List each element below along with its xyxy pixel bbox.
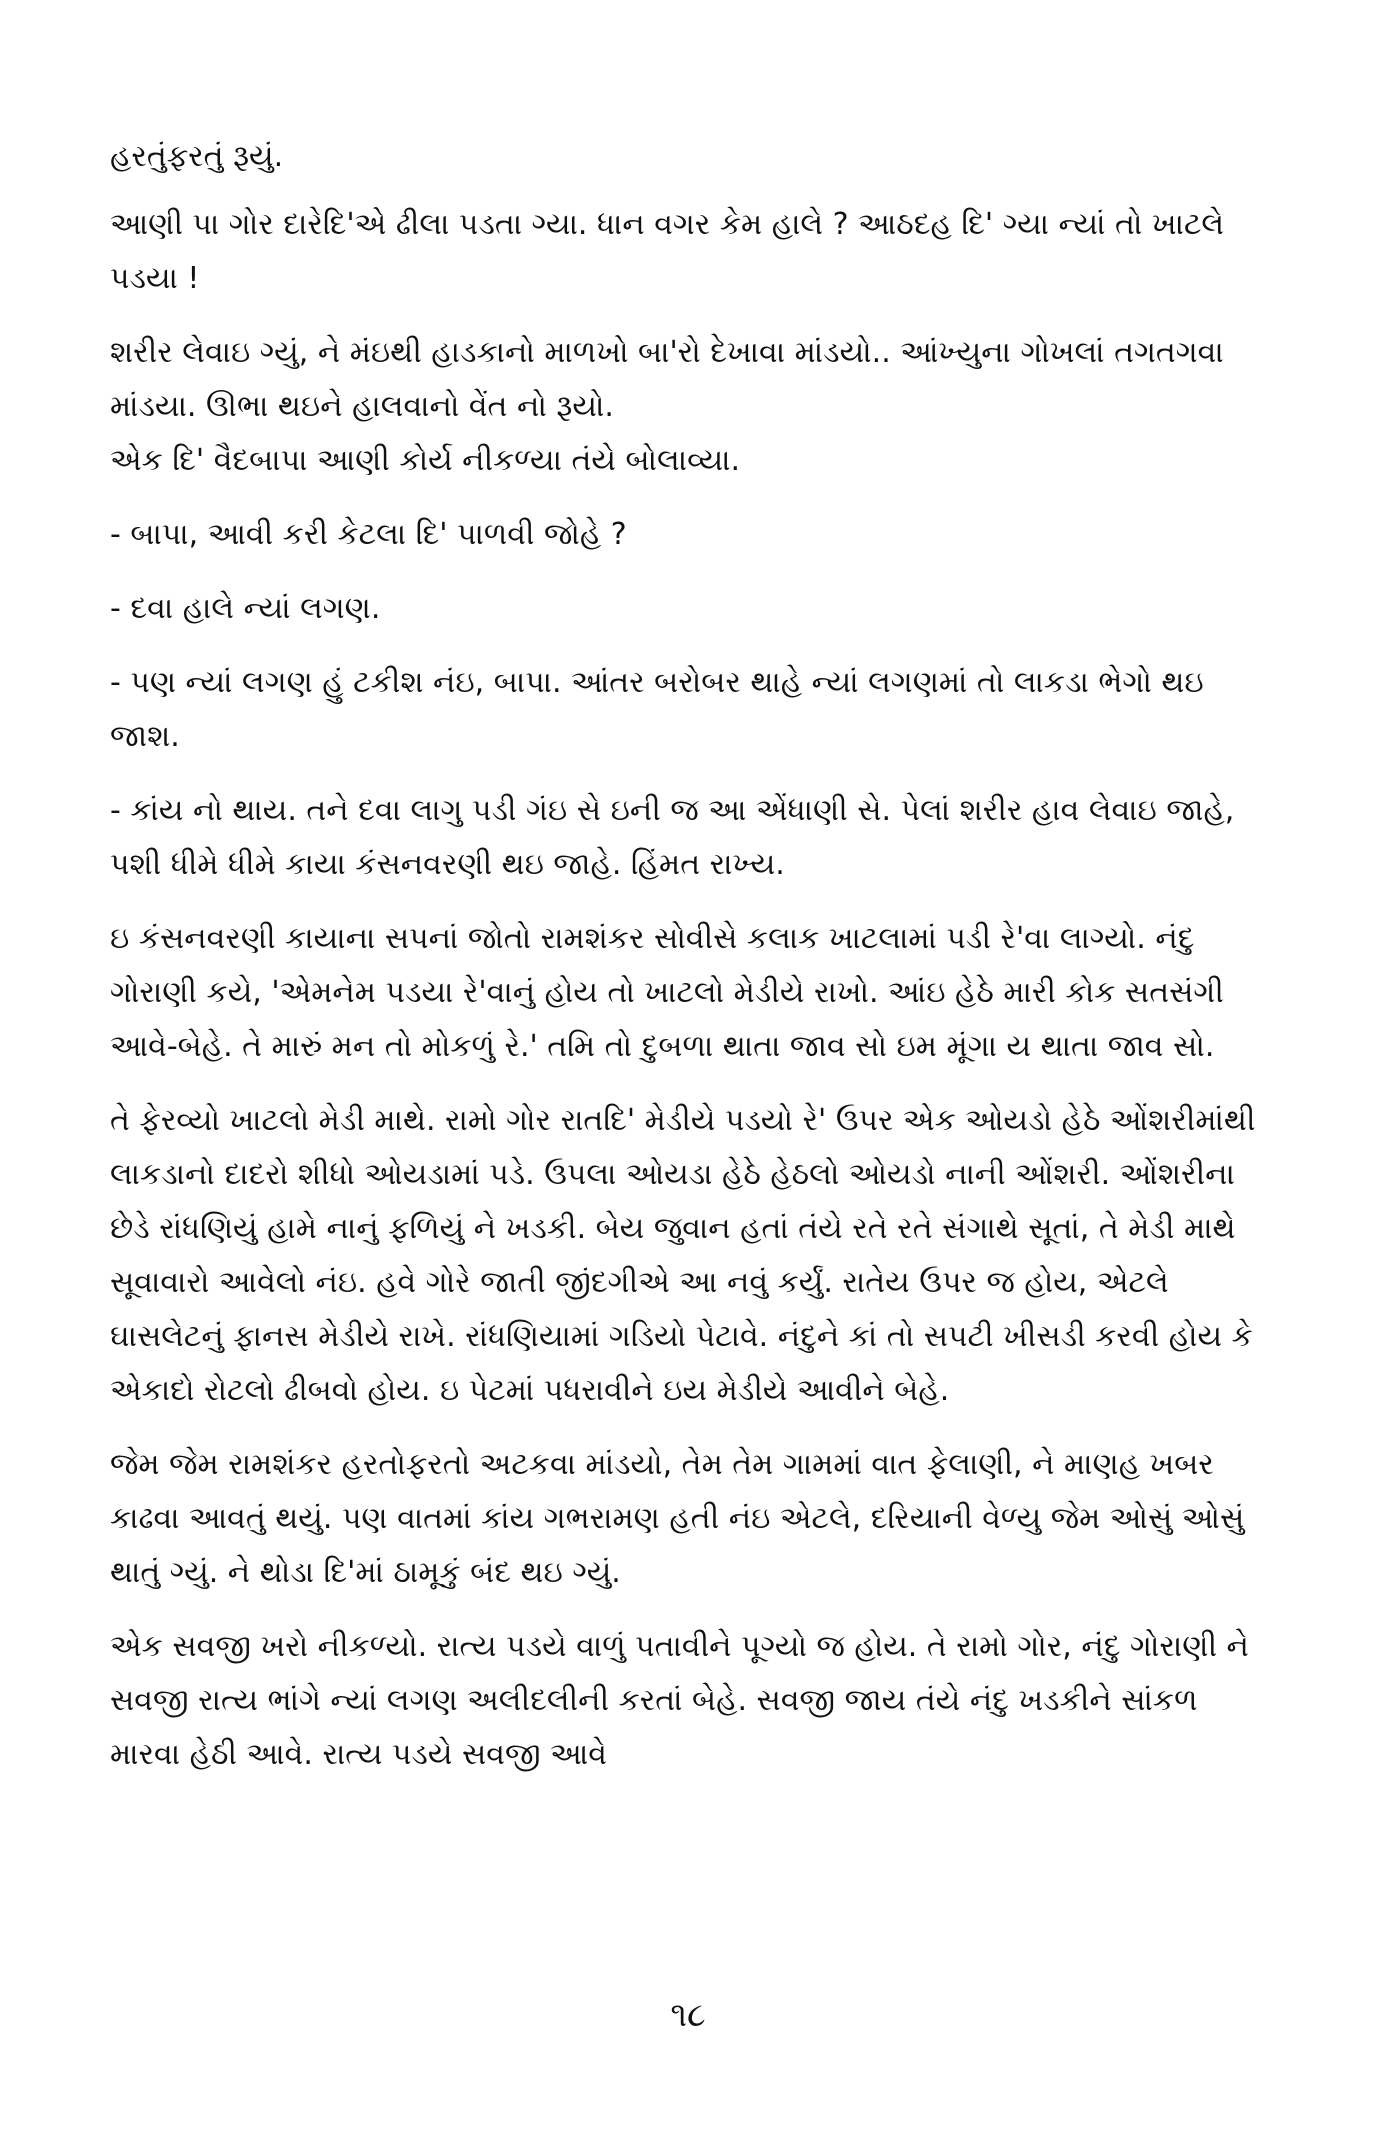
paragraph-2: આણી પા ગોર દારેદિ'એ ઢીલા પડતા ગ્યા. ધાન વગર કેમ હાલે ? આઠદહ દિ' ગ્યા ન્યાં તો ખાટલે પડયા ! xyxy=(110,207,1234,296)
body-text xyxy=(110,130,1265,1802)
paragraph-8: ઇ કંસનવરણી કાયાના સપનાં જોતો રામશંકર સોવીસે કલાક ખાટલામાં પડી રે'વા લાગ્યો. નંદુ ગોરાણી કયે, 'એમનેમ પડયા રે'વાનું હોય તો ખાટલો મેડીયે રાખો. આંઇ હેઠે મારી કોક સતસંગી આવે-બેહે. તે મારું મન તો મોકળું રે.' તમિ તો દુબળા થાતા જાવ સો ઇમ મૂંગા ય થાતા જાવ સો. xyxy=(110,921,1234,1064)
paragraph-11: એક સવજી ખરો નીકળ્યો. રાત્ય પડયે વાળું પતાવીને પૂગ્યો જ હોય. તે રામો ગોર, નંદુ ગોરાણી ને સવજી રાત્ય ભાંગે ન્યાં લગણ અલીદલીની કરતાં બેહે. સવજી જાય તંયે નંદુ ખડકીને સાંકળ મારવા હેઠી આવે. રાત્ય પડયે સવજી આવે xyxy=(110,1629,1259,1772)
paragraph-4: - બાપા, આવી કરી કેટલા દિ' પાળવી જોહે ? xyxy=(110,517,627,552)
paragraph-6: - પણ ન્યાં લગણ હું ટકીશ નંઇ, બાપા. આંતર બરોબર થાહે ન્યાં લગણમાં તો લાકડા ભેગો થઇ જાશ. xyxy=(110,665,1214,754)
paragraph-3: શરીર લેવાઇ ગ્યું, ને મંઇથી હાડકાનો માળખો બા'રો દેખાવા માંડયો.. આંખ્યુના ગોખલાં તગતગવા માંડયા. ઊભા થઇને હાલવાનો વેંત નો રૂયો. એક દિ' વૈદબાપા આણી કોર્ય નીકળ્યા તંયે બોલાવ્યા. xyxy=(110,335,1224,478)
paragraph-10: જેમ જેમ રામશંકર હરતોફરતો અટકવા માંડયો, તેમ તેમ ગામમાં વાત ફેલાણી, ને માણહ ખબર કાઢવા આવતું થયું. પણ વાતમાં કાંય ગભરામણ હતી નંઇ એટલે, દરિયાની વેળ્યુ જેમ ઓસું ઓસું થાતું ગ્યું. ને થોડા દિ'માં ઠામૂકું બંદ થઇ ગ્યું. xyxy=(110,1447,1254,1590)
paragraph-9: તે ફેરવ્યો ખાટલો મેડી માથે. રામો ગોર રાતદિ' મેડીયે પડયો રે' ઉપર એક ઓયડો હેઠે ઓંશરીમાંથી લાકડાનો દાદરો શીધો ઓયડામાં પડે. ઉપલા ઓયડા હેઠે હેઠલો ઓયડો નાની ઓંશરી. ઓંશરીના છેડે રાંધણિયું હામે નાનું ફળિયું ને ખડકી. બેય જુવાન હતાં તંયે રતે રતે સંગાથે સૂતાં, તે મેડી માથે સૂવાવારો આવેલો નંઇ. હવે ગોરે જાતી જીંદગીએ આ નવું કર્યું. રાતેય ઉપર જ હોય, એટલે ઘાસલેટનું ફાનસ મેડીયે રાખે. રાંધણિયામાં ગડિયો પેટાવે. નંદુને કાં તો સપટી ખીસડી કરવી હોય કે એકાદો રોટલો ઢીબવો હોય. ઇ પેટમાં પધરાવીને ઇય મેડીયે આવીને બેહે. xyxy=(110,1103,1265,1408)
paragraph-5: - દવા હાલે ન્યાં લગણ. xyxy=(110,591,381,626)
paragraph-1: હરતુંફરતું રૂયું. xyxy=(110,139,284,174)
page-number: ૧૮ xyxy=(670,1995,706,2035)
paragraph-7: - કાંય નો થાય. તને દવા લાગુ પડી ગંઇ સે ઇની જ આ એંધાણી સે. પેલાં શરીર હાવ લેવાઇ જાહે, પશી ધીમે ધીમે કાયા કંસનવરણી થઇ જાહે. હિંમત રાખ્ય. xyxy=(110,793,1244,882)
